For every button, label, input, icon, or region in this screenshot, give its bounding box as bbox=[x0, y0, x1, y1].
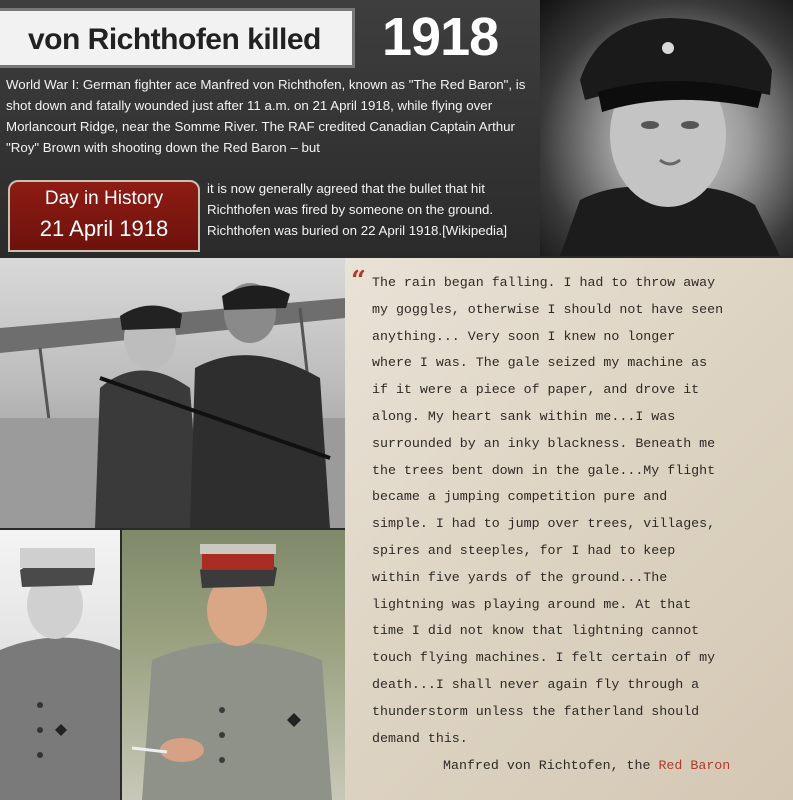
badge-date: 21 April 1918 bbox=[39, 216, 169, 241]
badge-heading: Day in History bbox=[44, 188, 164, 209]
summary-text-2: it is now generally agreed that the bullet that hit Richthofen was fired by someone on the ground. Richthofen was buried on 22 April 1918.[Wikipedia] bbox=[207, 181, 508, 238]
page-title: von Richthofen killed bbox=[28, 23, 321, 56]
day-in-history-badge bbox=[8, 180, 200, 252]
quote-author: Manfred von Richtofen, the bbox=[443, 758, 651, 773]
quote-author-highlight: Red Baron bbox=[658, 758, 731, 773]
header-panel bbox=[0, 0, 540, 256]
quote-panel bbox=[345, 258, 793, 800]
group-photo bbox=[0, 258, 345, 528]
title-box bbox=[0, 8, 355, 68]
color-portrait-photo bbox=[122, 530, 345, 800]
quote-signature bbox=[443, 758, 730, 773]
summary-text-1: World War I: German fighter ace Manfred von Richthofen, known as "The Red Baron", is shot down and fatally wounded just after 11 a.m. on 21 April 1918, while flying over Morlancourt Ridge, near the Somme River. The RAF credited Canadian Captain Arthur "Roy" Brown with shooting down the Red Baron – but bbox=[6, 77, 526, 155]
portrait-photo-top bbox=[540, 0, 793, 256]
quote-text: The rain began falling. I had to throw away my goggles, otherwise I should not have seen anything... Very soon I knew no longer where I was. The gale seized my machine as if it were a piece of paper, and drove it along. My heart sank within me...I was surrounded by an inky blackness. Beneath me the trees bent down in the gale...My flight became a jumping competition pure and simple. I had to jump over trees, villages, spires and steeples, for I had to keep within five yards of the ground...The lightning was playing around me. At that time I did not know that lightning cannot touch flying machines. I felt certain of my death...I shall never again fly through a thunderstorm unless the fatherland should demand this. bbox=[372, 275, 724, 746]
bw-portrait-photo bbox=[0, 530, 120, 800]
quote-mark: “ bbox=[351, 266, 366, 296]
year-label: 1918 bbox=[382, 7, 499, 67]
